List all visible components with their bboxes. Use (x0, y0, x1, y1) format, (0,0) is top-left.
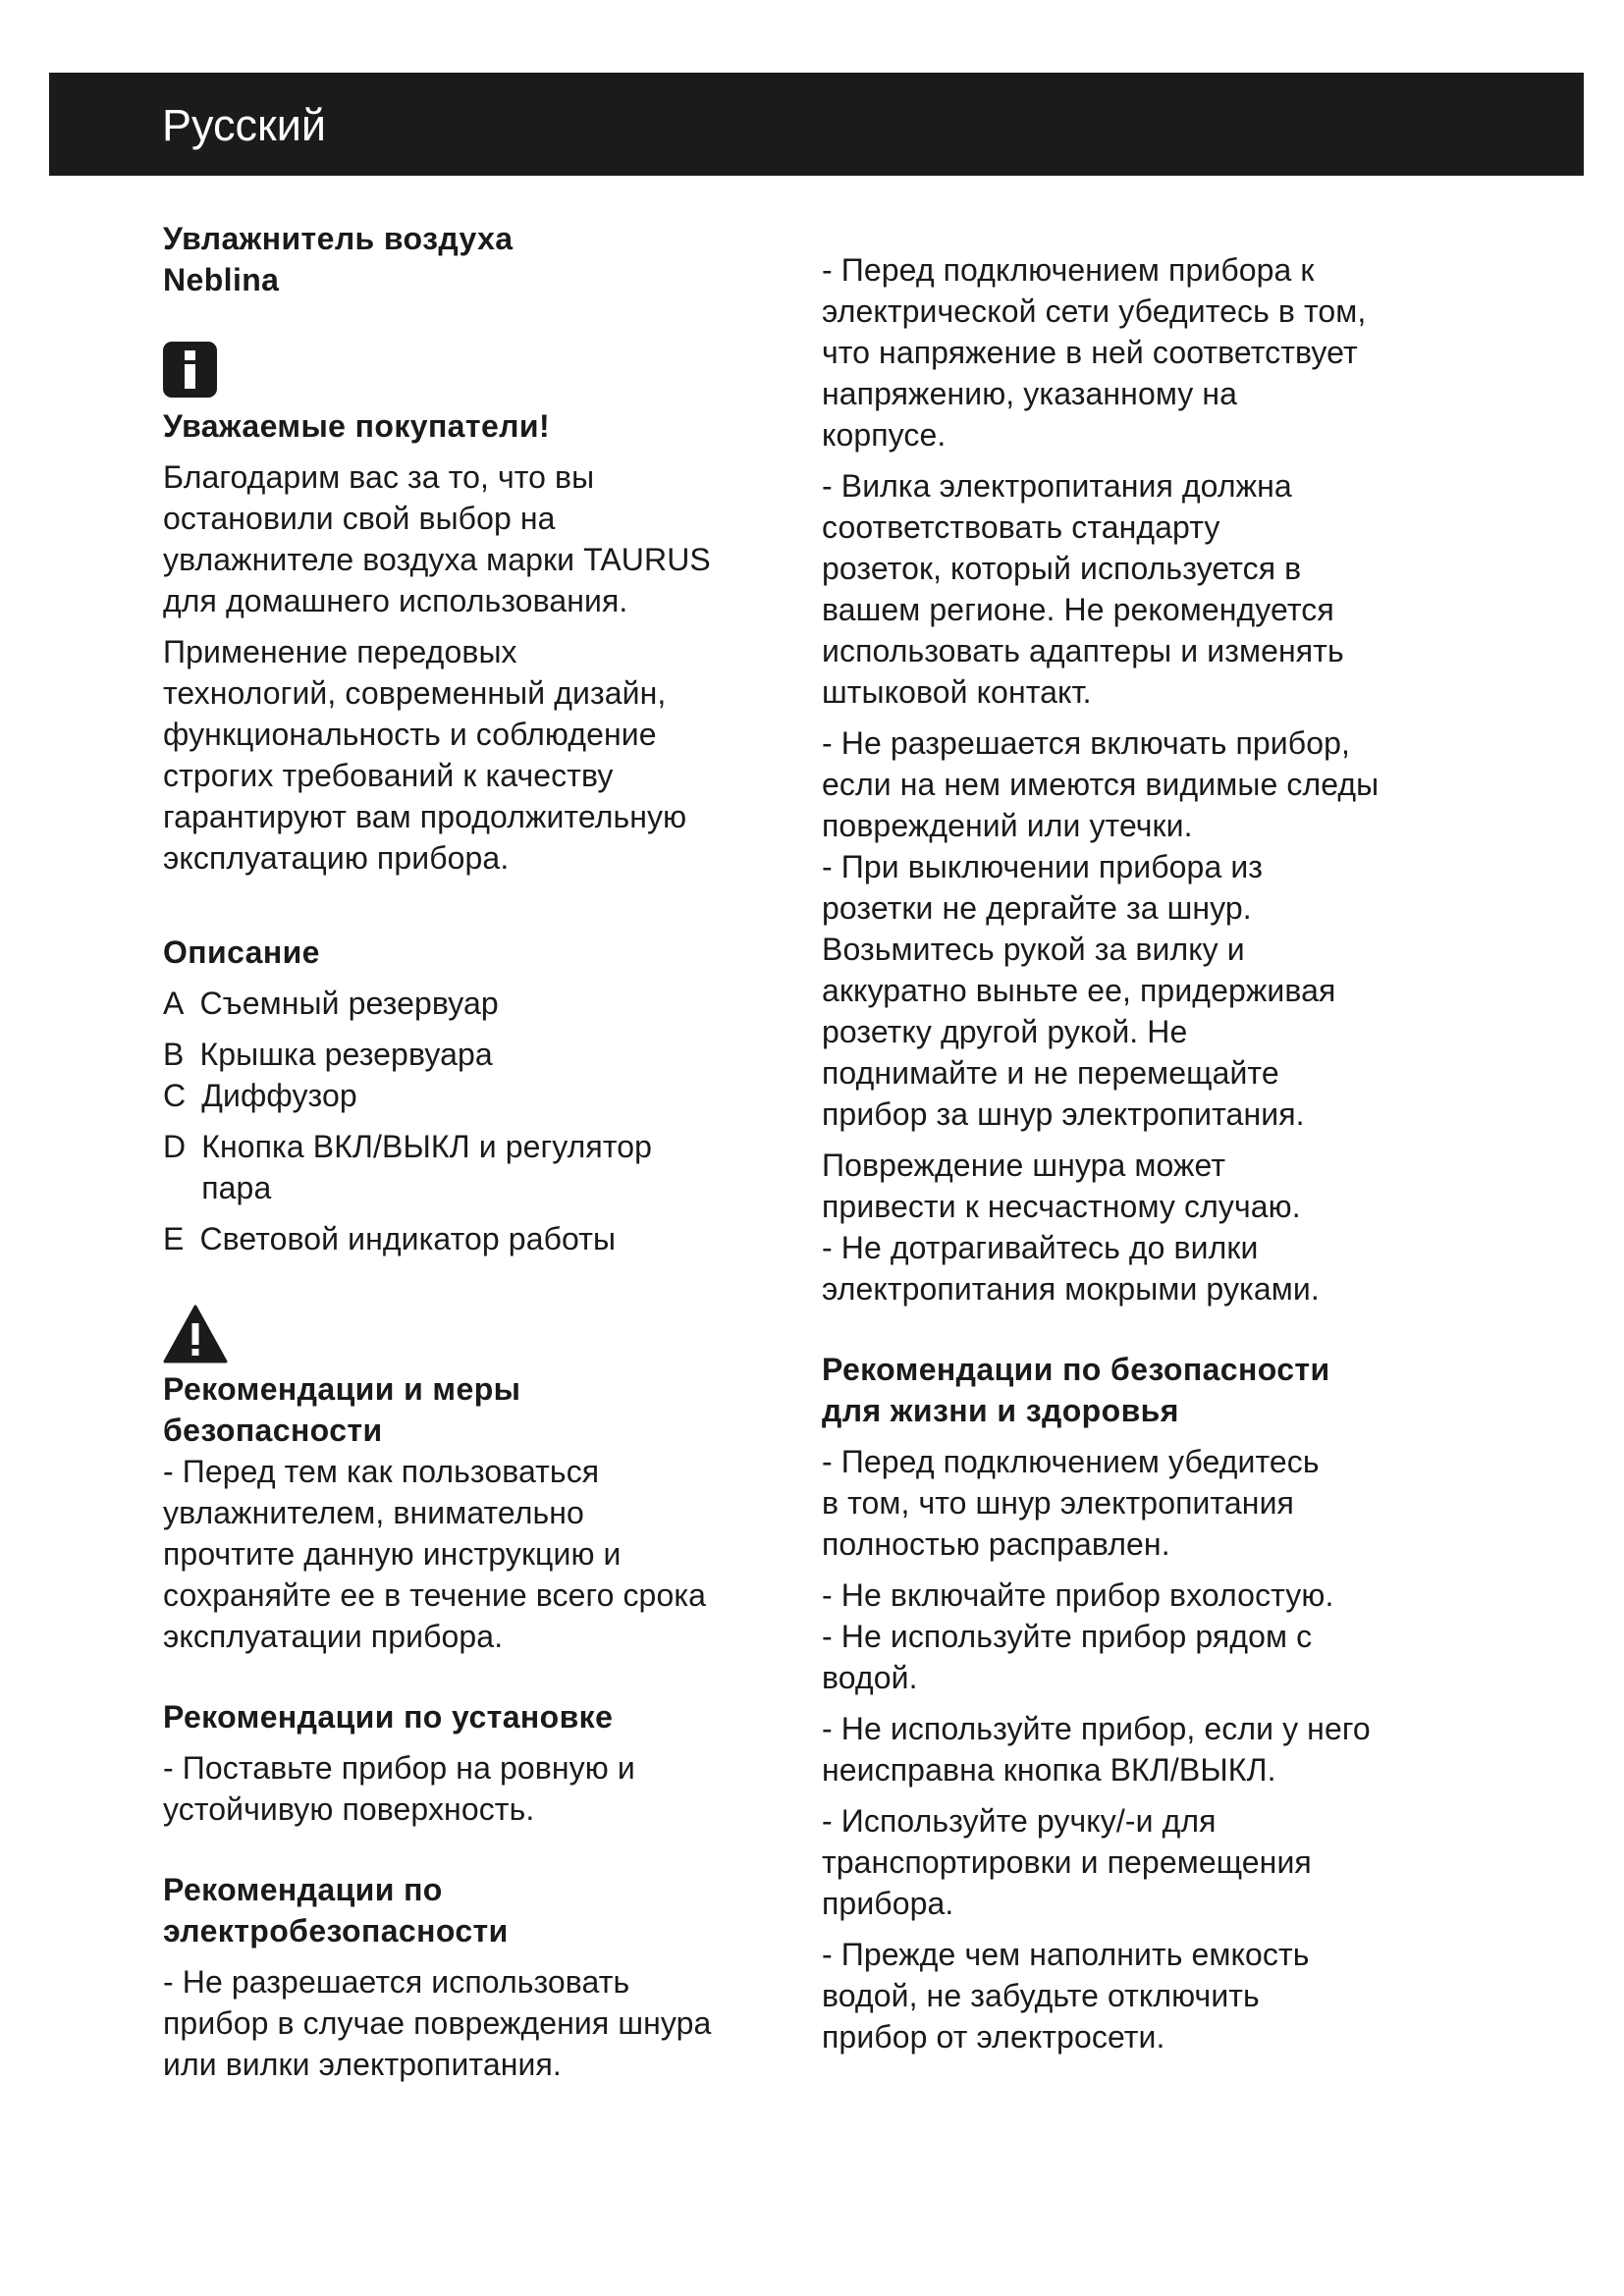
health-paragraph-6: - Прежде чем наполнить емкость водой, не забудьте отключить прибор от электросети. (822, 1937, 1310, 2055)
description-item-e: E Световой индикатор работы (163, 1221, 617, 1256)
left-column (163, 218, 772, 2085)
product-title: Увлажнитель воздуха Neblina (163, 221, 514, 297)
intro-paragraph-1: Благодарим вас за то, что вы остановили свой выбор на увлажнителе воздуха марки TAURUS для домашнего использования. (163, 459, 711, 618)
right-paragraph-4: - При выключении прибора из розетки не дергайте за шнур. Возьмитесь рукой за вилку и аккуратно выньте ее, придерживая розетку другой рукой. Не поднимайте и не перемещайте прибор за шнур электропитания. (822, 849, 1336, 1132)
right-paragraph-1: - Перед подключением прибора к электрической сети убедитесь в том, что напряжение в ней соответствует напряжению, указанному на корпусе. (822, 252, 1367, 453)
description-item-a: A Съемный резервуар (163, 986, 499, 1021)
install-heading: Рекомендации по установке (163, 1699, 614, 1735)
safety-heading: Рекомендации и меры безопасности (163, 1371, 521, 1448)
health-paragraph-4: - Не используйте прибор, если у него неисправна кнопка ВКЛ/ВЫКЛ. (822, 1711, 1371, 1788)
description-item-d: D Кнопка ВКЛ/ВЫКЛ и регулятор пара (163, 1129, 653, 1205)
right-paragraph-2: - Вилка электропитания должна соответствовать стандарту розеток, который используется в вашем регионе. Не рекомендуется использовать адаптеры и изменять штыковой контакт. (822, 468, 1344, 710)
description-list (163, 983, 772, 1259)
description-item-b: B Крышка резервуара (163, 1037, 493, 1072)
right-column (822, 249, 1421, 2057)
right-paragraph-5: Повреждение шнура может привести к несчастному случаю. (822, 1148, 1301, 1224)
info-icon (163, 342, 217, 398)
description-heading: Описание (163, 934, 320, 970)
language-title: Русский (162, 100, 326, 150)
description-item-c: C Диффузор (163, 1078, 357, 1113)
electric-paragraph: - Не разрешается использовать прибор в случае повреждения шнура или вилки электропитания. (163, 1964, 712, 2082)
right-paragraph-6: - Не дотрагивайтесь до вилки электропитания мокрыми руками. (822, 1230, 1320, 1307)
intro-paragraph-2: Применение передовых технологий, современный дизайн, функциональность и соблюдение строгих требований к качеству гарантируют вам продолжительную эксплуатацию прибора. (163, 634, 687, 876)
health-paragraph-5: - Используйте ручку/-и для транспортировки и перемещения прибора. (822, 1803, 1312, 1921)
install-paragraph: - Поставьте прибор на ровную и устойчивую поверхность. (163, 1750, 635, 1827)
electric-heading: Рекомендации по электробезопасности (163, 1872, 509, 1949)
health-heading: Рекомендации по безопасности для жизни и здоровья (822, 1352, 1330, 1428)
warning-icon (163, 1305, 228, 1363)
health-paragraph-3: - Не используйте прибор рядом с водой. (822, 1619, 1313, 1695)
safety-paragraph: - Перед тем как пользоваться увлажнителем, внимательно прочтите данную инструкцию и сохраняйте ее в течение всего срока эксплуатации прибора. (163, 1454, 707, 1654)
greeting-heading: Уважаемые покупатели! (163, 408, 551, 444)
header-bar (49, 73, 1584, 176)
health-paragraph-1: - Перед подключением убедитесь в том, что шнур электропитания полностью расправлен. (822, 1444, 1320, 1562)
health-paragraph-2: - Не включайте прибор вхолостую. (822, 1577, 1334, 1613)
right-paragraph-3: - Не разрешается включать прибор, если на нем имеются видимые следы повреждений или утечки. (822, 725, 1380, 843)
